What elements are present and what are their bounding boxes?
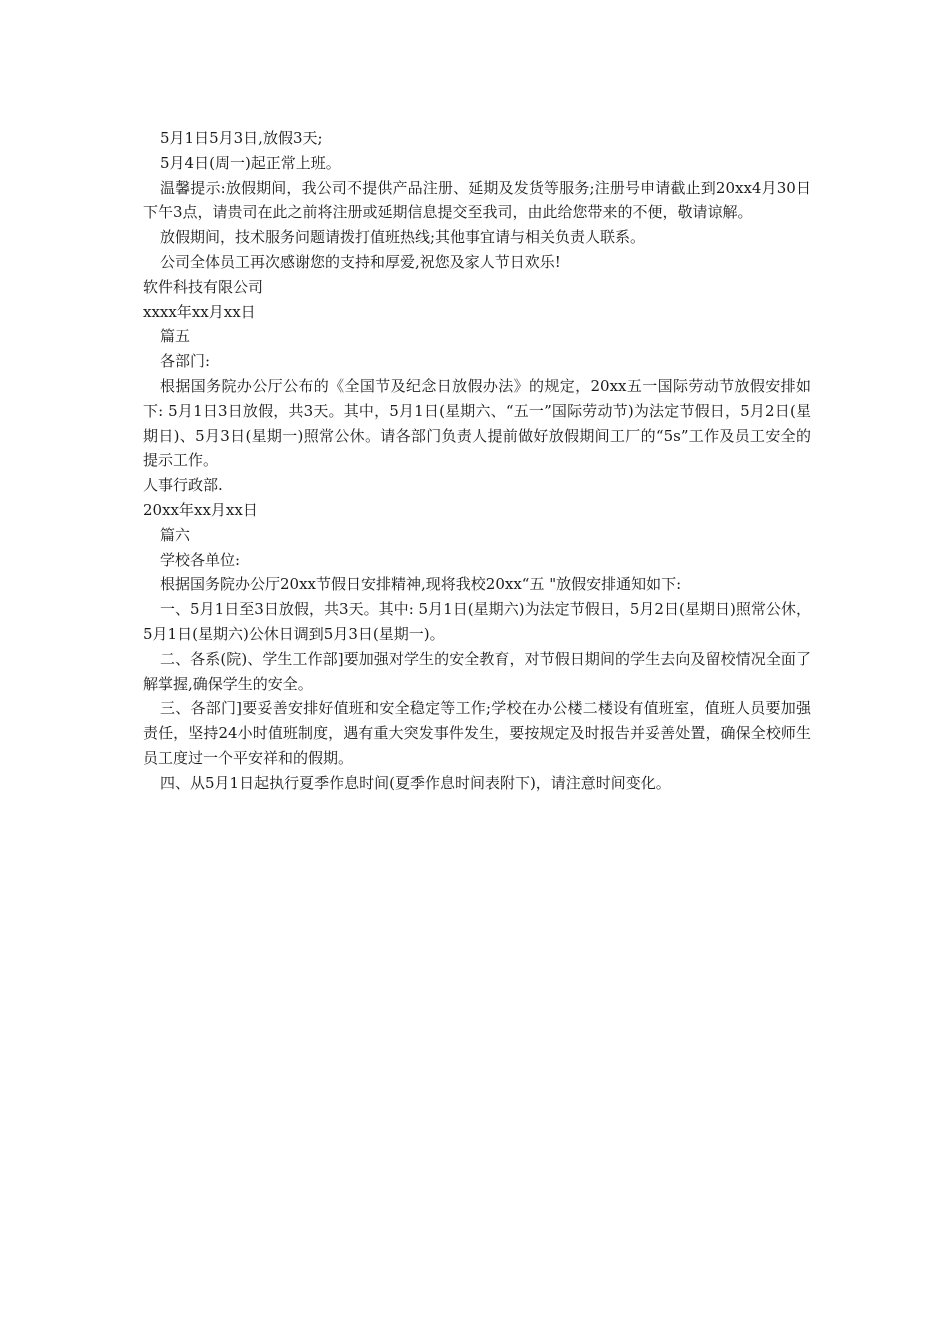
school-item-four: 四、从5月1日起执行夏季作息时间(夏季作息时间表附下)，请注意时间变化。 <box>160 773 671 792</box>
holiday-dates-paragraph: 5月1日5月3日,放假3天; <box>160 129 323 147</box>
school-item-two: 二、各系(院)、学生工作部]要加强对学生的安全教育，对节假日期间的学生去向及留校情况全面了解掌握,确保学生的安全。 <box>143 649 811 693</box>
reminder-paragraph: 温馨提示:放假期间，我公司不提供产品注册、延期及发货等服务;注册号申请截止到20xx4月30日下午3点，请贵司在此之前将注册或延期信息提交至我司，由此给您带来的不便，敬请谅解。 <box>143 178 811 222</box>
support-hotline-paragraph: 放假期间，技术服务问题请拨打值班热线;其他事宜请与相关负责人联系。 <box>160 228 646 247</box>
salutation-school-units: 学校各单位: <box>160 550 241 569</box>
document-body <box>143 126 811 796</box>
section-heading-five: 篇五 <box>160 327 191 346</box>
school-notice-intro: 根据国务院办公厅20xx节假日安排精神,现将我校20xx“五 "放假安排通知如下: <box>160 575 682 594</box>
school-item-one: 一、5月1日至3日放假，共3天。其中: 5月1日(星期六)为法定节假日，5月2日(星期日)照常公休，5月1日(星期六)公休日调到5月3日(星期一)。 <box>143 600 811 643</box>
section-heading-six: 篇六 <box>160 525 191 544</box>
signature-date: xxxx年xx月xx日 <box>143 302 256 321</box>
notice-body-paragraph: 根据国务院办公厅公布的《全国节及纪念日放假办法》的规定，20xx五一国际劳动节放假安排如下: 5月1日3日放假，共3天。其中，5月1日(星期六、“五一”国际劳动节)为法定节假日，5月2日(星期日)、5月3日(星期一)照常公休。请各部门负责人提前做好放假期间工厂的“5s”工作及员工安全的提示工作。 <box>143 376 811 470</box>
company-signature: 软件科技有限公司 <box>143 277 264 296</box>
hr-department-signature: 人事行政部. <box>143 476 223 495</box>
school-item-three: 三、各部门]要妥善安排好值班和安全稳定等工作;学校在办公楼二楼设有值班室，值班人员要加强责任，坚持24小时值班制度，遇有重大突发事件发生，要按规定及时报告并妥善处置，确保全校师生员工度过一个平安祥和的假期。 <box>143 699 811 767</box>
resume-work-paragraph: 5月4日(周一)起正常上班。 <box>160 153 341 172</box>
salutation-departments: 各部门: <box>160 352 211 371</box>
thanks-paragraph: 公司全体员工再次感谢您的支持和厚爱,祝您及家人节日欢乐! <box>160 252 561 271</box>
hr-signature-date: 20xx年xx月xx日 <box>143 500 258 519</box>
